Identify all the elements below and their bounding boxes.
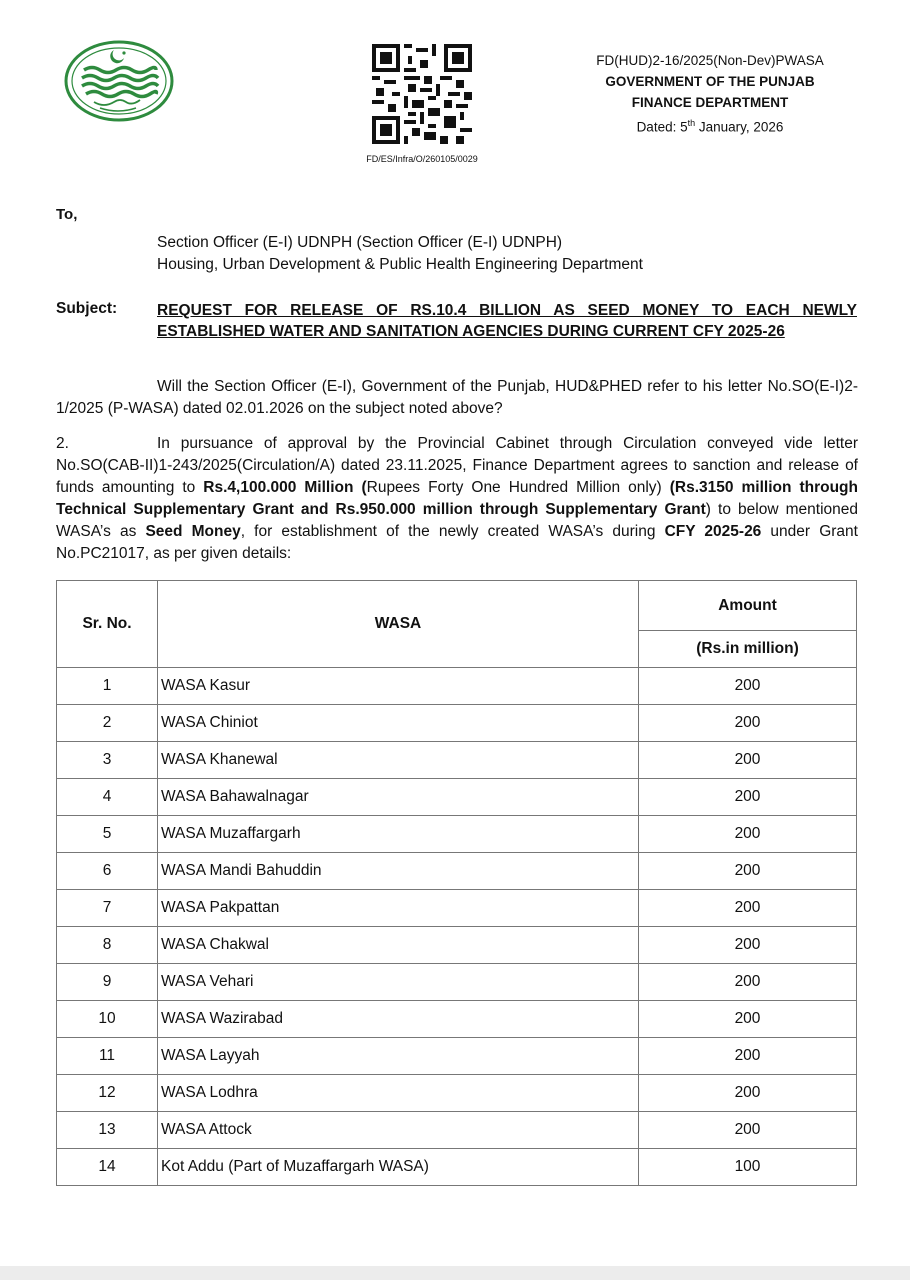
table-row [57, 964, 857, 1001]
header-amount-unit: (Rs.in million) [639, 631, 857, 668]
cell-amount: 200 [639, 705, 857, 742]
file-number: FD(HUD)2-16/2025(Non-Dev)PWASA [596, 53, 824, 68]
cell-amount: 200 [639, 742, 857, 779]
cell-wasa-name: WASA Wazirabad [158, 1001, 639, 1038]
fiscal-year: CFY 2025-26 [664, 523, 762, 540]
cell-wasa-name: WASA Attock [158, 1112, 639, 1149]
cell-wasa-name: WASA Chiniot [158, 705, 639, 742]
cell-sr-no: 10 [57, 1001, 158, 1038]
table-row [57, 853, 857, 890]
cell-sr-no: 1 [57, 668, 158, 705]
cell-amount: 200 [639, 779, 857, 816]
table-body [57, 668, 857, 1186]
sanction-amount: Rs.4,100.000 Million ( [203, 479, 367, 496]
paragraph-1-text: Will the Section Officer (E-I), Government of the Punjab, HUD&PHED refer to his letter No.SO(E-I)2-1/2025 (P-WASA) dated 02.01.2026 on the subject noted above? [56, 378, 858, 417]
table-row [57, 668, 857, 705]
header-amount: Amount [639, 581, 857, 631]
paragraph-2-text: , for establishment of the newly created WASA’s during [240, 523, 665, 540]
cell-sr-no: 14 [57, 1149, 158, 1186]
punjab-government-emblem-icon [64, 40, 174, 122]
subject-label: Subject: [56, 300, 118, 317]
date-suffix: January, 2026 [695, 119, 784, 135]
paragraph-number: 2. [56, 435, 69, 452]
cell-sr-no: 7 [57, 890, 158, 927]
cell-wasa-name: WASA Muzaffargarh [158, 816, 639, 853]
table-row [57, 1149, 857, 1186]
cell-wasa-name: WASA Bahawalnagar [158, 779, 639, 816]
cell-sr-no: 4 [57, 779, 158, 816]
qr-code-icon [372, 44, 472, 144]
cell-amount: 200 [639, 1112, 857, 1149]
grant-breakdown: (Rs.3150 million through Technical Supplementary Grant and Rs.950.000 million through Supplementary Grant [56, 479, 858, 518]
table-row [57, 927, 857, 964]
cell-amount: 200 [639, 668, 857, 705]
seed-money-term: Seed Money [145, 523, 241, 540]
date-prefix: Dated: 5 [636, 119, 688, 135]
letter-header [560, 50, 860, 138]
amount-in-words: Rupees Forty One Hundred Million only) [366, 479, 670, 496]
table-row [57, 779, 857, 816]
cell-wasa-name: Kot Addu (Part of Muzaffargarh WASA) [158, 1149, 639, 1186]
paragraph-1 [56, 376, 858, 420]
table-row [57, 1038, 857, 1075]
cell-sr-no: 11 [57, 1038, 158, 1075]
cell-amount: 200 [639, 964, 857, 1001]
to-label: To, [56, 206, 78, 223]
date-ordinal: th [687, 118, 696, 128]
cell-sr-no: 13 [57, 1112, 158, 1149]
cell-sr-no: 8 [57, 927, 158, 964]
cell-sr-no: 9 [57, 964, 158, 1001]
cell-amount: 100 [639, 1149, 857, 1186]
addressee-line-1: Section Officer (E-I) UDNPH (Section Officer (E-I) UDNPH) [157, 234, 563, 251]
cell-wasa-name: WASA Chakwal [158, 927, 639, 964]
department-name: FINANCE DEPARTMENT [631, 95, 789, 110]
table-row [57, 816, 857, 853]
cell-amount: 200 [639, 816, 857, 853]
wasa-allocation-table [56, 580, 857, 1186]
cell-wasa-name: WASA Kasur [158, 668, 639, 705]
addressee-line-2: Housing, Urban Development & Public Health Engineering Department [157, 256, 643, 273]
header-wasa: WASA [158, 581, 639, 668]
page-bottom-edge [0, 1266, 910, 1280]
table-row [57, 1112, 857, 1149]
cell-wasa-name: WASA Mandi Bahuddin [158, 853, 639, 890]
table-row [57, 1075, 857, 1112]
paragraph-2-text: ) to below mentioned WASA’s as [56, 501, 859, 540]
cell-amount: 200 [639, 1038, 857, 1075]
cell-wasa-name: WASA Pakpattan [158, 890, 639, 927]
cell-sr-no: 5 [57, 816, 158, 853]
paragraph-2 [56, 433, 858, 565]
table-row [57, 890, 857, 927]
cell-amount: 200 [639, 1001, 857, 1038]
cell-sr-no: 2 [57, 705, 158, 742]
cell-amount: 200 [639, 890, 857, 927]
cell-wasa-name: WASA Khanewal [158, 742, 639, 779]
qr-reference-number: FD/ES/Infra/O/260105/0029 [366, 154, 478, 164]
cell-sr-no: 6 [57, 853, 158, 890]
header-sr-no: Sr. No. [57, 581, 158, 668]
table-row [57, 705, 857, 742]
paragraph-2-text: under Grant No.PC21017, as per given details: [56, 523, 858, 562]
cell-sr-no: 3 [57, 742, 158, 779]
letter-date [560, 113, 860, 138]
cell-sr-no: 12 [57, 1075, 158, 1112]
government-name: GOVERNMENT OF THE PUNJAB [605, 74, 815, 89]
cell-amount: 200 [639, 1075, 857, 1112]
cell-amount: 200 [639, 927, 857, 964]
cell-wasa-name: WASA Vehari [158, 964, 639, 1001]
cell-amount: 200 [639, 853, 857, 890]
table-row [57, 1001, 857, 1038]
subject-text: REQUEST FOR RELEASE OF RS.10.4 BILLION AS SEED MONEY TO EACH NEWLY ESTABLISHED WATER AND SANITATION AGENCIES DURING CURRENT CFY 2025-26 [157, 302, 857, 340]
cell-wasa-name: WASA Layyah [158, 1038, 639, 1075]
addressee [157, 232, 643, 276]
paragraph-2-text: In pursuance of approval by the Provincial Cabinet through Circulation conveyed vide letter No.SO(CAB-II)1-243/2025(Circulation/A) dated 23.11.2025, Finance Department agrees to sanction and release of funds amounting to [56, 435, 858, 496]
cell-wasa-name: WASA Lodhra [158, 1075, 639, 1112]
table-row [57, 742, 857, 779]
